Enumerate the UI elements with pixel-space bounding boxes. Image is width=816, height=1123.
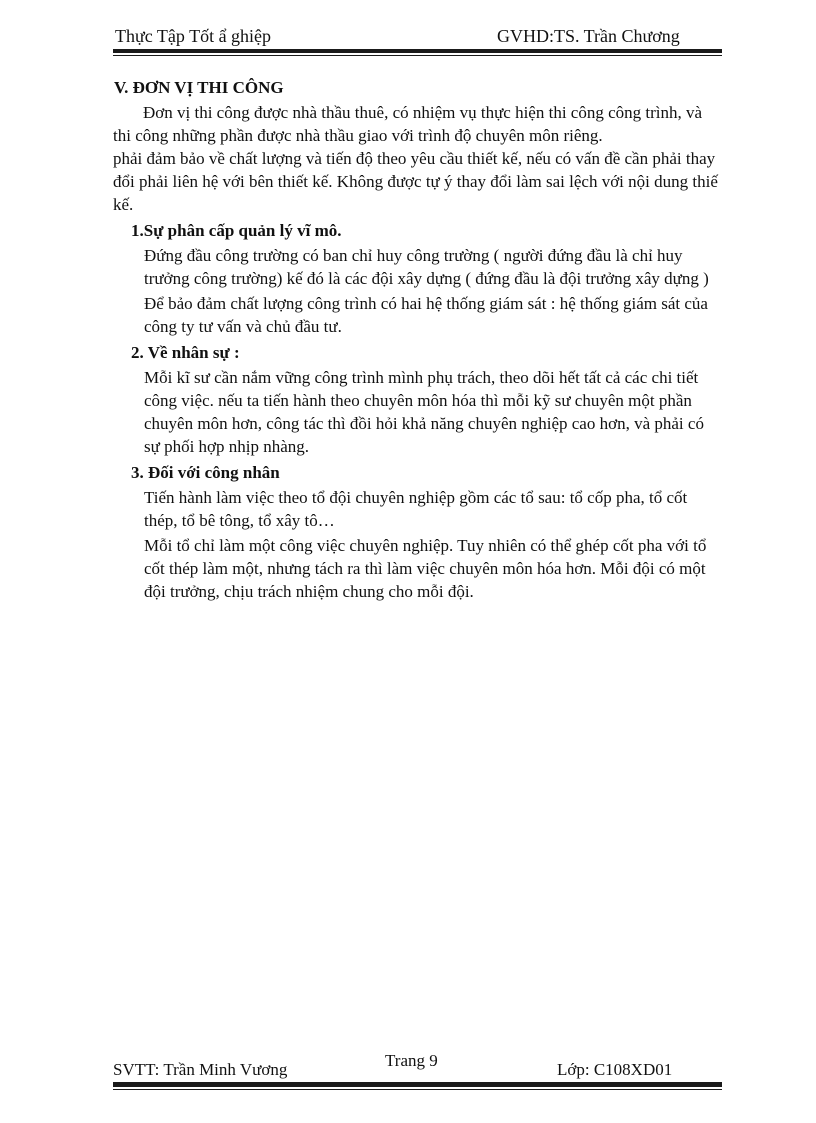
header-advisor: GVHD:TS. Trần Chương: [497, 26, 680, 46]
footer-student: SVTT: Trần Minh Vương: [113, 1060, 288, 1079]
subsection-3-paragraph-1: Tiến hành làm việc theo tổ đội chuyên nghiệp gồm các tổ sau: tổ cốp pha, tổ cốt thép, tổ bê tông, tổ xây tô…: [144, 488, 688, 530]
page-header: [113, 24, 722, 48]
section-intro-paragraph-2: phải đảm bảo về chất lượng và tiến độ theo yêu cầu thiết kế, nếu có vấn đề cần phải thay đổi phải liên hệ với bên thiết kế. Không được tự ý thay đổi làm sai lệch với nội dung thiế kế.: [113, 149, 718, 214]
subsection-1-paragraph-2: Để bảo đảm chất lượng công trình có hai hệ thống giám sát : hệ thống giám sát của công ty tư vấn và chủ đầu tư.: [144, 294, 708, 336]
header-rule-thin: [113, 55, 722, 56]
header-course-title: Thực Tập Tốt ẩ ghiệp: [115, 26, 272, 46]
subsection-heading-1: 1.Sự phân cấp quản lý vĩ mô.: [131, 221, 342, 240]
section-intro-paragraph: Đơn vị thi công được nhà thầu thuê, có nhiệm vụ thực hiện thi công công trình, và thi công những phần được nhà thầu giao với trình độ chuyên môn riêng.: [113, 103, 703, 145]
subsection-3-paragraph-2: Mỗi tổ chỉ làm một công việc chuyên nghiệp. Tuy nhiên có thể ghép cốt pha với tổ cốt thép làm một, nhưng tách ra thì làm việc chuyên môn hóa hơn. Mỗi đội có một đội trưởng, chịu trách nhiệm chung cho mỗi đội.: [144, 536, 707, 601]
footer-rule-thin: [113, 1089, 722, 1090]
footer-class: Lớp: C108XD01: [557, 1060, 673, 1079]
subsection-1-paragraph-1: Đứng đầu công trường có ban chỉ huy công trường ( người đứng đầu là chỉ huy trưởng công trường) kế đó là các đội xây dựng ( đứng đầu là đội trưởng xây dựng ): [144, 246, 709, 288]
page-footer: [113, 1050, 722, 1080]
subsection-heading-3: 3. Đối với công nhân: [131, 463, 280, 482]
subsection-2-paragraph-1: Mỗi kĩ sư cần nắm vững công trình mình phụ trách, theo dõi hết tất cả các chi tiết công việc. nếu ta tiến hành theo chuyên môn hóa thì mỗi kỹ sư chuyên một phần chuyên môn hơn, công tác thì đồi hỏi khả năng chuyên nghiệp cao hơn, và phải có sự phối hợp nhịp nhàng.: [144, 368, 704, 456]
subsection-heading-2: 2. Về nhân sự :: [131, 343, 240, 362]
footer-page-number: Trang 9: [385, 1051, 438, 1070]
page-content: [113, 76, 721, 605]
footer-rule: [113, 1082, 722, 1087]
section-title: V. ĐƠN VỊ THI CÔNG: [114, 78, 284, 97]
header-rule: [113, 49, 722, 53]
